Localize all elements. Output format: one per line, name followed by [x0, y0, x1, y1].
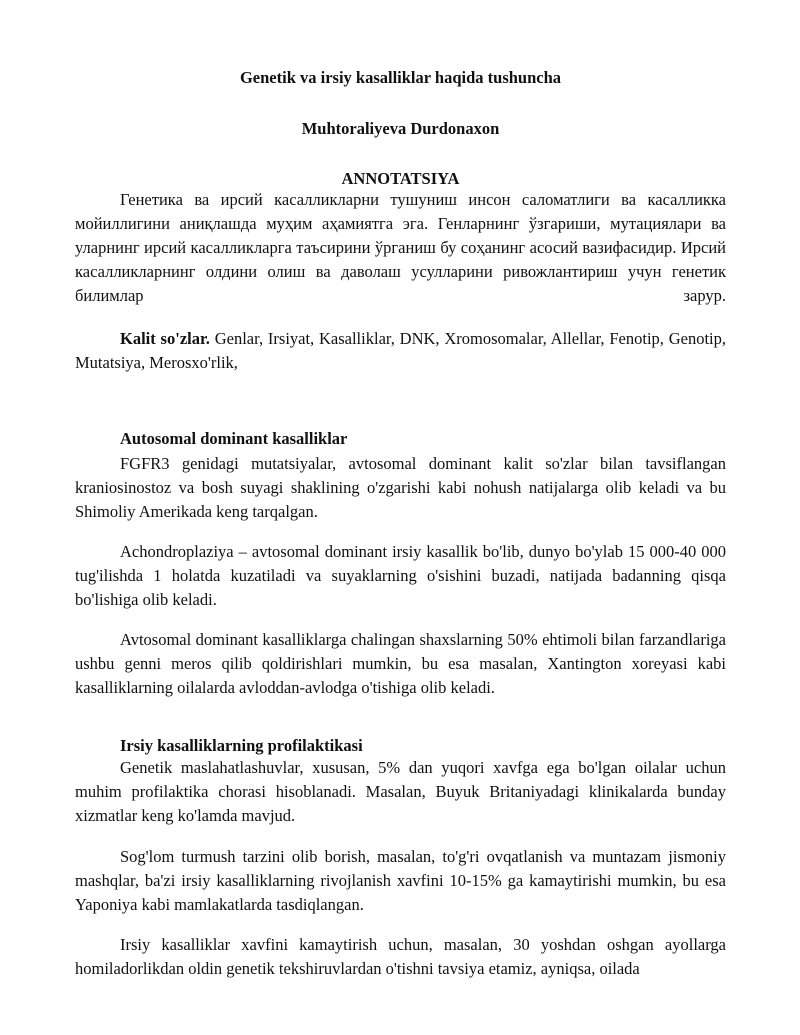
- document-author: Muhtoraliyeva Durdonaxon: [301, 119, 500, 138]
- keywords-label: Kalit so'zlar.: [120, 329, 210, 348]
- paragraph-risk-reduction: Irsiy kasalliklar xavfini kamaytirish uchun, masalan, 30 yoshdan oshgan ayollarga homiladorlikdan oldin genetik tekshiruvlardan o'tishni tavsiya etamiz, ayniqsa, oilada: [75, 935, 726, 978]
- paragraph-avtosomal-dominant: Avtosomal dominant kasalliklarga chalingan shaxslarning 50% ehtimoli bilan farzandlariga ushbu genni meros qilib qoldirishlari mumkin, bu esa masalan, Xantington xoreyasi kabi kasalliklarning oilalarda avloddan-avlodga o'tishiga olib keladi.: [75, 630, 726, 697]
- document-title: Genetik va irsiy kasalliklar haqida tushuncha: [239, 68, 562, 87]
- section-heading-autosomal: Autosomal dominant kasalliklar: [120, 429, 348, 448]
- annotation-paragraph: Генетика ва ирсий касалликларни тушуниш инсон саломатлиги ва касалликка мойиллигини аниқлашда муҳим аҳамиятга эга. Генларнинг ўзгариши, мутациялари ва уларнинг ирсий касалликларга таъсирини ўрганиш бу соҳанинг асосий вазифасидир. Ирсий касалликларнинг олдини олиш ва даволаш усулларини ривожлантириш учун генетик билимлар зарур.: [75, 190, 726, 305]
- keywords-paragraph: [75, 327, 726, 375]
- paragraph-fgfr3: FGFR3 genidagi mutatsiyalar, avtosomal dominant kalit so'zlar bilan tavsiflangan kraniosinostoz va bosh suyagi shaklining o'zgarishi kabi nohush natijalarga olib keladi va bu Shimoliy Amerikada keng tarqalgan.: [75, 454, 726, 521]
- section-heading-profilaktika: Irsiy kasalliklarning profilaktikasi: [120, 736, 363, 755]
- keywords-list: Genlar, Irsiyat, Kasalliklar, DNK, Xromosomalar, Allellar, Fenotip, Genotip, Mutatsiya, Merosxo'rlik,: [75, 329, 726, 372]
- paragraph-genetic-counseling: Genetik maslahatlashuvlar, xususan, 5% dan yuqori xavfga ega bo'lgan oilalar uchun muhim profilaktika chorasi hisoblanadi. Masalan, Buyuk Britaniyadagi klinikalarda bunday xizmatlar keng ko'lamda mavjud.: [75, 758, 726, 825]
- paragraph-achondroplasia: Achondroplaziya – avtosomal dominant irsiy kasallik bo'lib, dunyo bo'ylab 15 000-40 000 tug'ilishda 1 holatda kuzatiladi va suyaklarning o'sishini buzadi, natijada badanning qisqa bo'lishiga olib keladi.: [75, 542, 726, 609]
- annotation-heading: ANNOTATSIYA: [341, 169, 460, 188]
- paragraph-healthy-lifestyle: Sog'lom turmush tarzini olib borish, masalan, to'g'ri ovqatlanish va muntazam jismoniy mashqlar, ba'zi irsiy kasalliklarning rivojlanish xavfini 10-15% ga kamaytirishi mumkin, bu esa Yaponiya kabi mamlakatlarda tasdiqlangan.: [75, 847, 726, 914]
